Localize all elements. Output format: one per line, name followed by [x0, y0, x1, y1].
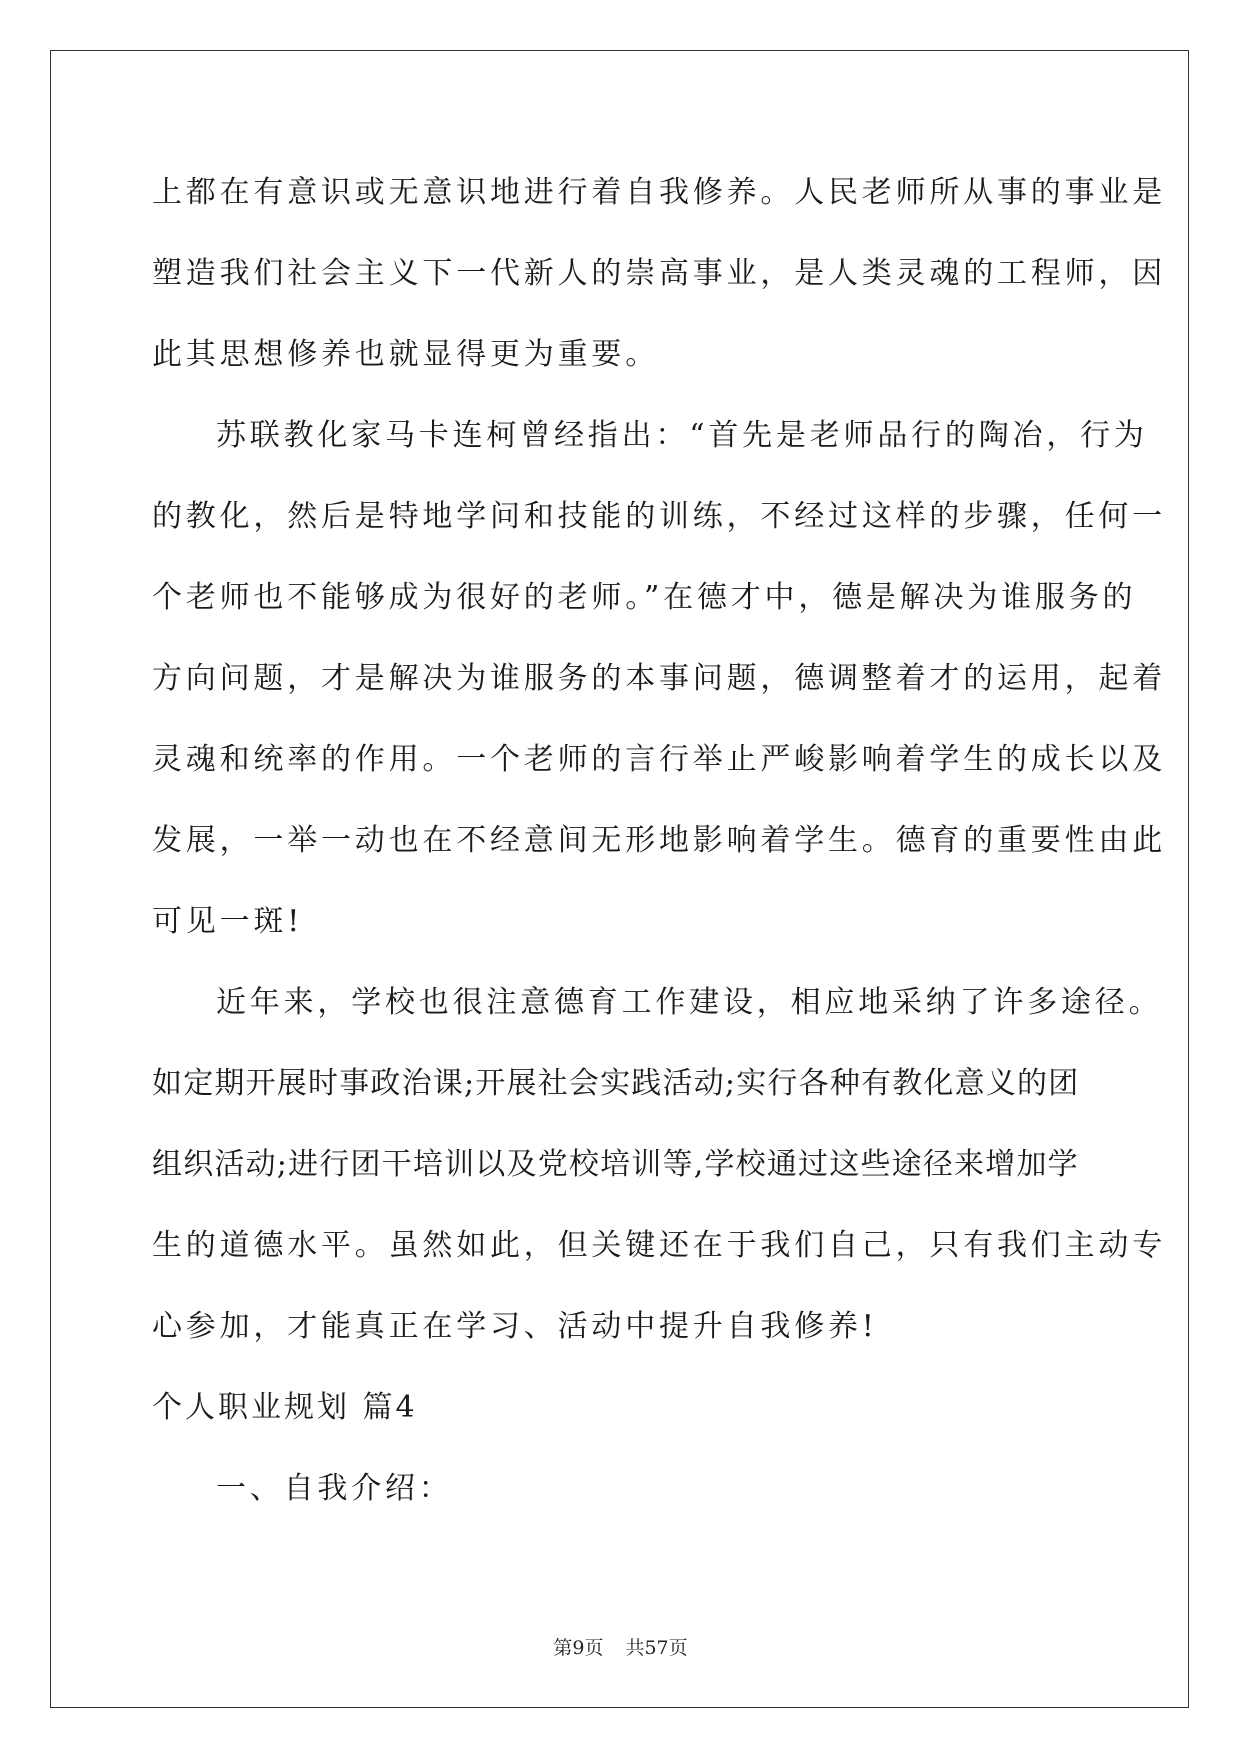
- body-line: 如定期开展时事政治课;开展社会实践活动;实行各种有教化意义的团: [152, 1066, 1080, 1101]
- body-line: 可见一斑!: [152, 904, 304, 939]
- body-line: 个老师也不能够成为很好的老师。”在德才中，德是解决为谁服务的: [152, 580, 1137, 615]
- body-line: 生的道德水平。虽然如此，但关键还在于我们自己，只有我们主动专: [152, 1228, 1166, 1263]
- body-line: 方向问题，才是解决为谁服务的本事问题，德调整着才的运用，起着: [152, 661, 1166, 696]
- paragraph-start-line: 近年来，学校也很注意德育工作建设，相应地采纳了许多途径。: [216, 985, 1163, 1020]
- body-line: 上都在有意识或无意识地进行着自我修养。人民老师所从事的事业是: [152, 175, 1166, 210]
- body-line: 塑造我们社会主义下一代新人的崇高事业，是人类灵魂的工程师，因: [152, 256, 1166, 291]
- subsection-heading: 一、自我介绍：: [216, 1471, 453, 1506]
- page-number: 第9页: [553, 1637, 604, 1659]
- body-line: 发展，一举一动也在不经意间无形地影响着学生。德育的重要性由此: [152, 823, 1166, 858]
- page-footer: [0, 1633, 1241, 1660]
- total-pages: 共57页: [625, 1637, 688, 1659]
- body-line: 灵魂和统率的作用。一个老师的言行举止严峻影响着学生的成长以及: [152, 742, 1166, 777]
- body-line: 此其思想修养也就显得更为重要。: [152, 337, 659, 372]
- body-line: 组织活动;进行团干培训以及党校培训等,学校通过这些途径来增加学: [152, 1147, 1079, 1182]
- document-body: [152, 165, 1166, 1542]
- paragraph-start-line: 苏联教化家马卡连柯曾经指出：“首先是老师品行的陶冶，行为: [216, 418, 1148, 453]
- section-heading: 个人职业规划 篇4: [152, 1390, 418, 1425]
- body-line: 的教化，然后是特地学问和技能的训练，不经过这样的步骤，任何一: [152, 499, 1166, 534]
- body-line: 心参加，才能真正在学习、活动中提升自我修养!: [152, 1309, 878, 1344]
